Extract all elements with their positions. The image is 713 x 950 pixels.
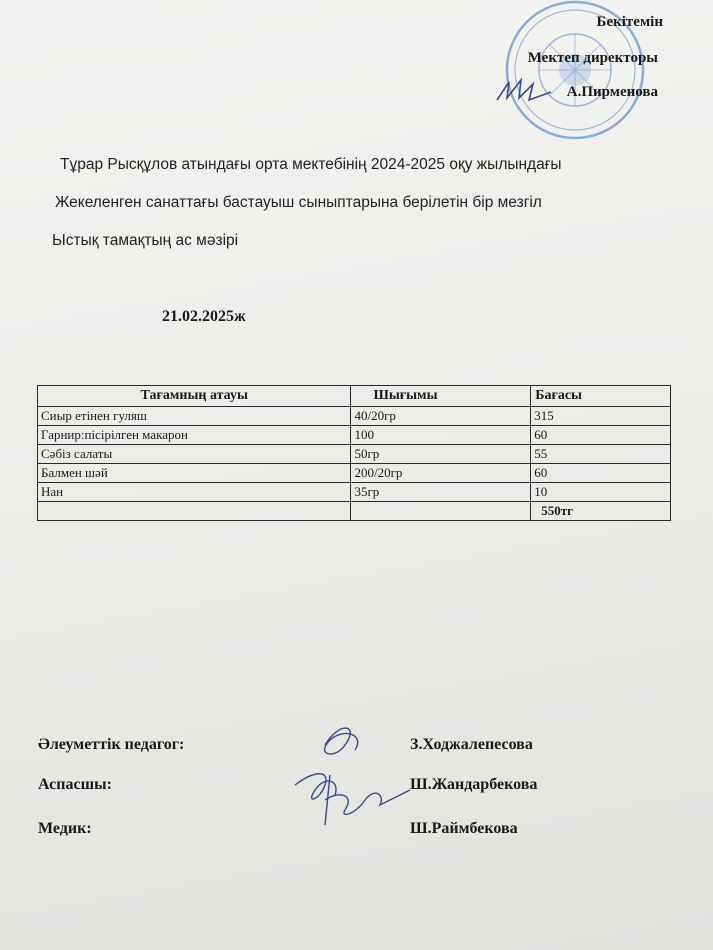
dish-yield: 50гр — [351, 445, 531, 464]
dish-name: Сәбіз салаты — [38, 445, 351, 464]
dish-name: Сиыр етінен гуляш — [38, 407, 351, 426]
intro-line-1: Тұрар Рысқұлов атындағы орта мектебінің 2024-2025 оқу жылындағы — [60, 156, 562, 173]
dish-price: 60 — [531, 464, 671, 483]
table-total-row — [38, 502, 671, 521]
table-row — [38, 445, 671, 464]
handwritten-signature-icon — [285, 715, 415, 835]
intro-line-3: Ыстық тамақтың ас мәзірі — [52, 232, 239, 249]
table-row — [38, 426, 671, 445]
signature-name-social-pedagogue: З.Ходжалепесова — [410, 736, 533, 753]
signature-role-social-pedagogue: Әлеуметтік педагог: — [38, 736, 185, 753]
dish-yield: 35гр — [351, 483, 531, 502]
approval-name: А.Пирменова — [566, 84, 658, 100]
dish-yield: 200/20гр — [351, 464, 531, 483]
approval-title: Бекітемін — [596, 14, 663, 30]
dish-name: Гарнир:пісірілген макарон — [38, 426, 351, 445]
intro-line-2: Жекеленген санаттағы бастауыш сыныптарына берілетін бір мезгіл — [55, 194, 542, 211]
header-dish-name: Тағамның атауы — [38, 386, 351, 407]
dish-price: 60 — [531, 426, 671, 445]
total-price: 550тг — [531, 502, 671, 521]
table-row — [38, 407, 671, 426]
dish-name: Нан — [38, 483, 351, 502]
table-row — [38, 483, 671, 502]
menu-date: 21.02.2025ж — [162, 308, 246, 325]
table-header-row — [38, 386, 671, 407]
approval-position: Мектеп директоры — [527, 50, 658, 66]
dish-price: 10 — [531, 483, 671, 502]
header-price: Бағасы — [531, 386, 671, 407]
dish-name: Балмен шәй — [38, 464, 351, 483]
signature-name-medic: Ш.Раймбекова — [410, 820, 518, 837]
dish-yield: 40/20гр — [351, 407, 531, 426]
dish-price: 315 — [531, 407, 671, 426]
director-signature-icon — [495, 74, 555, 104]
signature-name-cook: Ш.Жандарбекова — [410, 776, 538, 793]
signature-role-medic: Медик: — [38, 820, 92, 837]
header-yield: Шығымы — [351, 386, 531, 407]
menu-table — [37, 385, 671, 521]
dish-price: 55 — [531, 445, 671, 464]
dish-yield: 100 — [351, 426, 531, 445]
table-row — [38, 464, 671, 483]
signature-role-cook: Аспасшы: — [38, 776, 112, 793]
